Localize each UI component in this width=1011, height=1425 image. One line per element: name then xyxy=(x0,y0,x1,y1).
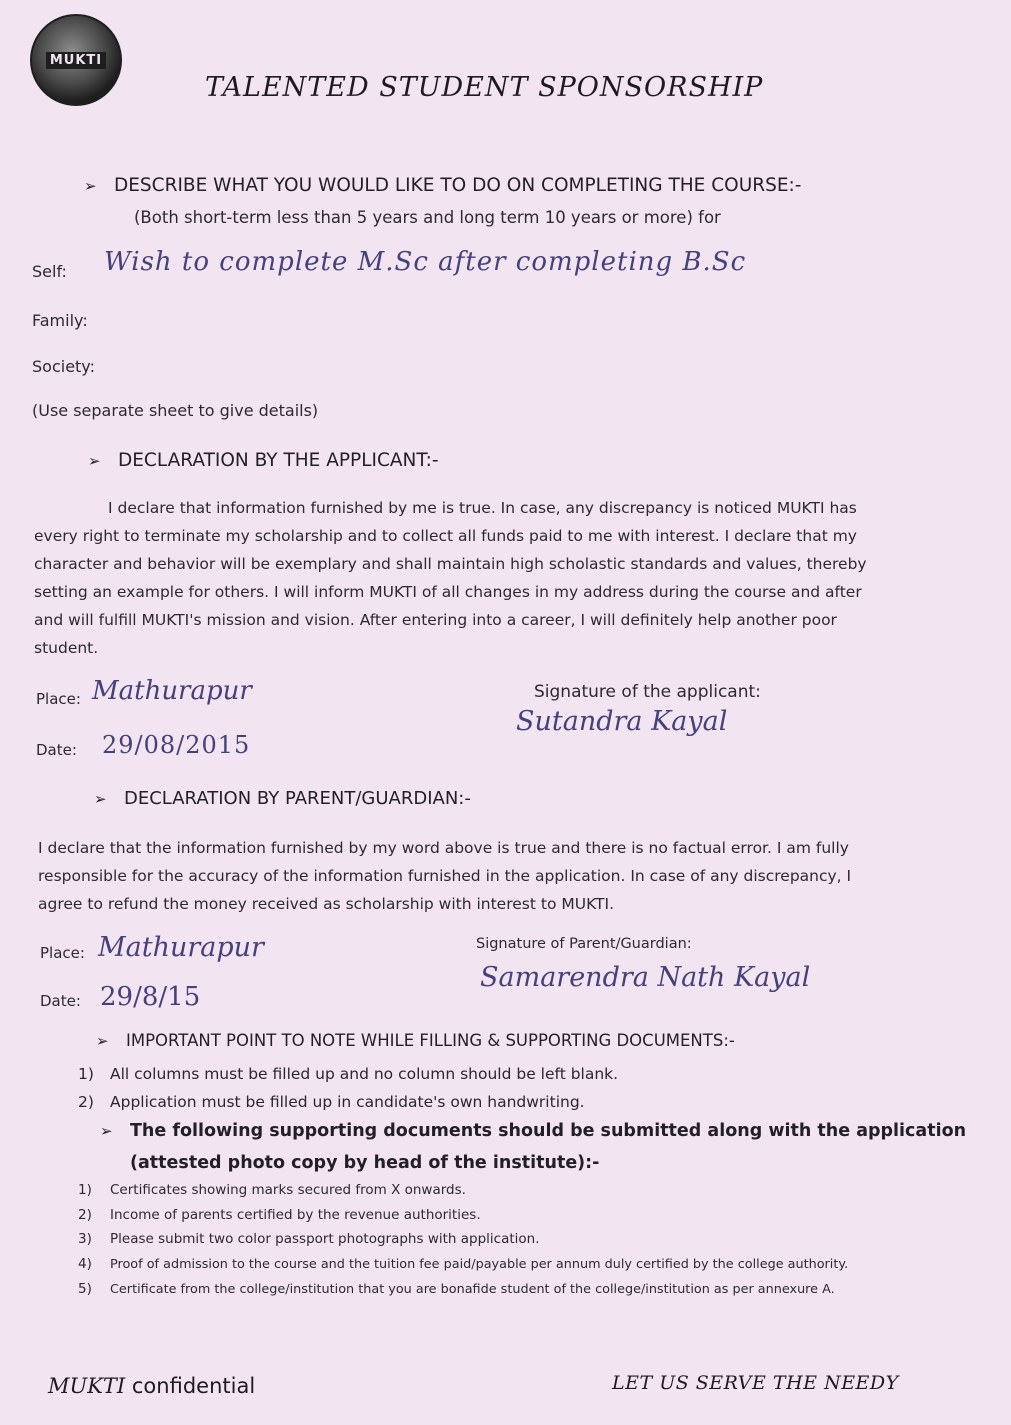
docs-heading-line: (attested photo copy by head of the institute):- xyxy=(130,1153,600,1173)
docs-heading-line: The following supporting documents should be submitted along with the application xyxy=(130,1121,967,1141)
guardian-place-label: Place: xyxy=(40,944,85,962)
list-item: 2) Income of parents certified by the revenue authorities. xyxy=(78,1206,481,1223)
declaration-line: every right to terminate my scholarship and to collect all funds paid to me with interest. I declare that my xyxy=(34,527,857,545)
guardian-signature: Samarendra Nath Kayal xyxy=(480,962,811,993)
guardian-place-value: Mathurapur xyxy=(98,932,264,963)
applicant-date-label: Date: xyxy=(36,741,77,759)
applicant-heading-text: DECLARATION BY THE APPLICANT:- xyxy=(118,450,439,471)
arrow-bullet-icon: ➢ xyxy=(88,452,101,470)
self-label: Self: xyxy=(32,262,67,281)
points-list xyxy=(78,1060,618,1116)
society-label: Society: xyxy=(32,357,95,376)
declaration-line: and will fulfill MUKTI's mission and vision. After entering into a career, I will definitely help another poor xyxy=(34,611,837,629)
footer-confidential-text: confidential xyxy=(131,1374,256,1398)
applicant-signature: Sutandra Kayal xyxy=(516,706,728,737)
footer-brand: MUKTI xyxy=(48,1374,126,1398)
list-item: 2) Application must be filled up in candidate's own handwriting. xyxy=(78,1093,585,1111)
mukti-logo xyxy=(30,14,122,106)
declaration-line: agree to refund the money received as scholarship with interest to MUKTI. xyxy=(38,895,614,913)
declaration-line: I declare that the information furnished by my word above is true and there is no factual error. I am fully xyxy=(38,839,849,857)
list-item: 4) Proof of admission to the course and the tuition fee paid/payable per annum duly certified by the college authority. xyxy=(78,1255,849,1272)
docs-heading xyxy=(100,1115,966,1179)
arrow-bullet-icon: ➢ xyxy=(100,1122,113,1140)
applicant-declaration xyxy=(34,494,994,662)
page-title: TALENTED STUDENT SPONSORSHIP xyxy=(205,72,764,103)
guardian-date-label: Date: xyxy=(40,992,81,1010)
guardian-signature-label: Signature of Parent/Guardian: xyxy=(476,936,692,952)
self-value: Wish to complete M.Sc after completing B.Sc xyxy=(104,247,747,277)
future-heading xyxy=(84,175,801,196)
guardian-declaration xyxy=(38,834,998,918)
declaration-line: student. xyxy=(34,639,99,657)
applicant-date-value: 29/08/2015 xyxy=(102,731,251,759)
guardian-heading-text: DECLARATION BY PARENT/GUARDIAN:- xyxy=(124,788,471,809)
list-item: 1) Certificates showing marks secured from X onwards. xyxy=(78,1182,466,1198)
declaration-line: responsible for the accuracy of the information furnished in the application. In case of any discrepancy, I xyxy=(38,867,852,885)
future-heading-text: DESCRIBE WHAT YOU WOULD LIKE TO DO ON COMPLETING THE COURSE:- xyxy=(114,175,802,196)
docs-list xyxy=(78,1178,848,1303)
applicant-heading xyxy=(88,450,439,471)
declaration-line: I declare that information furnished by me is true. In case, any discrepancy is noticed MUKTI has xyxy=(108,499,857,517)
separate-sheet-note: (Use separate sheet to give details) xyxy=(32,401,319,420)
points-heading-text: IMPORTANT POINT TO NOTE WHILE FILLING & SUPPORTING DOCUMENTS:- xyxy=(126,1031,735,1050)
points-heading xyxy=(96,1031,735,1050)
arrow-bullet-icon: ➢ xyxy=(84,177,97,195)
applicant-place-label: Place: xyxy=(36,690,81,708)
guardian-heading xyxy=(94,788,471,809)
arrow-bullet-icon: ➢ xyxy=(94,790,107,808)
footer-tagline: LET US SERVE THE NEEDY xyxy=(612,1372,899,1394)
family-label: Family: xyxy=(32,311,88,330)
footer-confidential xyxy=(48,1374,255,1398)
declaration-line: character and behavior will be exemplary and shall maintain high scholastic standards and values, thereby xyxy=(34,555,867,573)
declaration-line: setting an example for others. I will inform MUKTI of all changes in my address during the course and after xyxy=(34,583,862,601)
guardian-date-value: 29/8/15 xyxy=(100,982,201,1012)
arrow-bullet-icon: ➢ xyxy=(96,1032,109,1050)
applicant-signature-label: Signature of the applicant: xyxy=(534,682,761,702)
logo-text: MUKTI xyxy=(46,52,106,69)
applicant-place-value: Mathurapur xyxy=(92,676,252,706)
list-item: 3) Please submit two color passport photographs with application. xyxy=(78,1231,540,1247)
list-item: 5) Certificate from the college/institution that you are bonafide student of the college/institution as per annexure A. xyxy=(78,1281,835,1297)
list-item: 1) All columns must be filled up and no column should be left blank. xyxy=(78,1065,619,1083)
future-subheading: (Both short-term less than 5 years and long term 10 years or more) for xyxy=(134,208,721,227)
